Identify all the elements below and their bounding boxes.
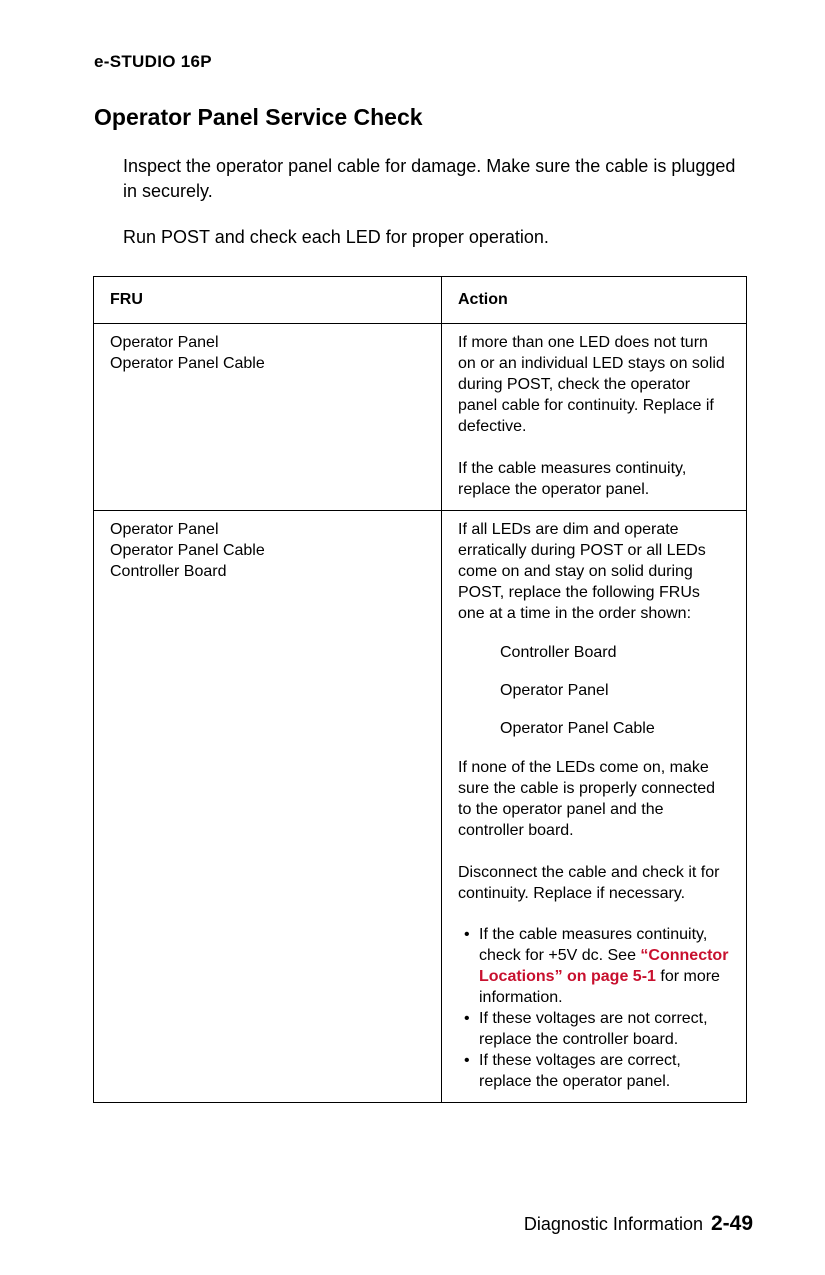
table-row bbox=[94, 324, 747, 511]
action-column-header: Action bbox=[442, 277, 747, 324]
fru-cell bbox=[94, 324, 442, 511]
table-header-row bbox=[94, 277, 747, 324]
fru-item: Operator Panel Cable bbox=[110, 355, 265, 372]
action-paragraph: If more than one LED does not turn on or an individual LED stays on solid during POST, check the operator panel cable for continuity. Replace if defective. bbox=[458, 334, 725, 435]
bullet-text: If the cable measures continuity, check for +5V dc. See bbox=[479, 926, 708, 964]
list-item: Operator Panel Cable bbox=[500, 720, 655, 737]
fru-item: Operator Panel bbox=[110, 334, 219, 351]
bullet-list bbox=[458, 924, 730, 1092]
action-cell bbox=[442, 324, 747, 511]
action-paragraph: If the cable measures continuity, replace the operator panel. bbox=[458, 460, 687, 498]
intro-paragraph-1: Inspect the operator panel cable for damage. Make sure the cable is plugged in securely. bbox=[123, 156, 736, 201]
fru-item: Operator Panel Cable bbox=[110, 542, 265, 559]
page-number: 2-49 bbox=[710, 1212, 753, 1235]
footer-section-title: Diagnostic Information bbox=[523, 1214, 703, 1234]
bullet-item: • If these voltages are correct, replace the operator panel. bbox=[458, 1050, 730, 1092]
bullet-item: • If these voltages are not correct, replace the controller board. bbox=[458, 1008, 730, 1050]
fru-column-header: FRU bbox=[94, 277, 442, 324]
fru-item: Operator Panel bbox=[110, 521, 219, 538]
fru-action-table bbox=[93, 276, 747, 1103]
running-header: e-STUDIO 16P bbox=[94, 52, 212, 71]
bullet-text: for more information. bbox=[479, 968, 720, 1006]
page-title: Operator Panel Service Check bbox=[94, 104, 423, 130]
fru-item: Controller Board bbox=[110, 563, 227, 580]
intro-paragraph-2: Run POST and check each LED for proper operation. bbox=[123, 227, 549, 247]
action-cell bbox=[442, 511, 747, 1103]
action-paragraph: If all LEDs are dim and operate erratically during POST or all LEDs come on and stay on solid during POST, replace the following FRUs one at a time in the order shown: bbox=[458, 521, 706, 622]
list-item: Operator Panel bbox=[500, 682, 609, 699]
table-row bbox=[94, 511, 747, 1103]
connector-locations-link[interactable]: “Connector Locations” on page 5-1 bbox=[479, 947, 729, 985]
replacement-order-list bbox=[500, 642, 730, 739]
action-paragraph: If none of the LEDs come on, make sure the cable is properly connected to the operator panel and the controller board. bbox=[458, 759, 716, 839]
bullet-item bbox=[458, 924, 730, 1008]
page-footer bbox=[524, 1212, 753, 1236]
fru-cell bbox=[94, 511, 442, 1103]
list-item: Controller Board bbox=[500, 644, 617, 661]
intro-text bbox=[123, 154, 753, 250]
action-paragraph: Disconnect the cable and check it for continuity. Replace if necessary. bbox=[458, 864, 720, 902]
